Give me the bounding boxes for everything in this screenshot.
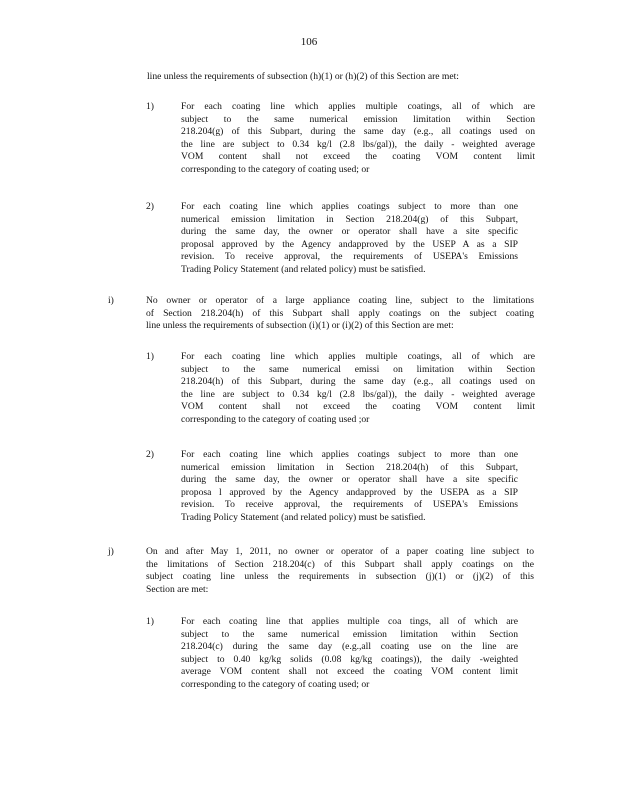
- list-marker: 1): [146, 616, 154, 627]
- subsection-i1: [181, 351, 535, 427]
- paragraph-line: subject to the same numerical emission limitation within Section: [181, 628, 518, 640]
- paragraph-line: subject to 0.40 kg/kg solids (0.08 kg/kg coatings)), the daily -weighted: [181, 653, 518, 665]
- paragraph-line: proposal approved by the Agency andapproved by the USEP A as a SIP: [181, 238, 518, 250]
- page-number: 106: [300, 36, 318, 48]
- paragraph-line: VOM content shall not exceed the coating VOM content limit: [181, 401, 535, 413]
- section-marker: i): [108, 295, 114, 306]
- paragraph-line: the line are subject to 0.34 kg/l (2.8 lbs/gal)), the daily - weighted average: [181, 388, 535, 400]
- paragraph-line: of Section 218.204(h) of this Subpart shall apply coatings on the subject coating: [146, 307, 534, 319]
- paragraph-line: the line are subject to 0.34 kg/l (2.8 lbs/gal)), the daily - weighted average: [181, 138, 535, 150]
- list-marker: 2): [146, 201, 154, 212]
- paragraph-line: For each coating line which applies coatings subject to more than one: [181, 201, 518, 212]
- paragraph-line: corresponding to the category of coating used; or: [181, 163, 370, 175]
- subsection-h2: [181, 201, 518, 277]
- list-marker: 2): [146, 449, 154, 460]
- paragraph-line: the limitations of Section 218.204(c) of this Subpart shall apply coatings on the: [146, 558, 534, 570]
- paragraph-line: line unless the requirements of subsection (i)(1) or (i)(2) of this Section are met:: [146, 320, 454, 332]
- continuation-paragraph: [147, 71, 533, 84]
- paragraph-line: Trading Policy Statement (and related policy) must be satisfied.: [181, 263, 426, 275]
- paragraph-line: For each coating line which applies multiple coatings, all of which are: [181, 351, 535, 362]
- paragraph-line: Trading Policy Statement (and related policy) must be satisfied.: [181, 511, 426, 523]
- paragraph-line: subject to the same numerical emission limitation within Section: [181, 113, 535, 125]
- paragraph-line: No owner or operator of a large appliance coating line, subject to the limitations: [146, 295, 534, 306]
- paragraph-line: 218.204(c) during the same day (e.g.,all coating use on the line are: [181, 641, 518, 653]
- section-j-paragraph: [146, 546, 534, 596]
- paragraph-line: Section are met:: [146, 583, 209, 595]
- paragraph-line: numerical emission limitation in Section 218.204(g) of this Subpart,: [181, 213, 518, 225]
- paragraph-line: For each coating line which applies multiple coatings, all of which are: [181, 101, 535, 112]
- paragraph-line: during the same day, the owner or operator shall have a site specific: [181, 474, 518, 486]
- paragraph-line: corresponding to the category of coating used ;or: [181, 413, 370, 425]
- paragraph-line: On and after May 1, 2011, no owner or operator of a paper coating line subject to: [146, 546, 534, 557]
- paragraph-line: revision. To receive approval, the requirements of USEPA's Emissions: [181, 251, 518, 263]
- paragraph-line: 218.204(g) of this Subpart, during the same day (e.g., all coatings used on: [181, 126, 535, 138]
- paragraph-line: numerical emission limitation in Section 218.204(h) of this Subpart,: [181, 461, 518, 473]
- subsection-h1: [181, 101, 535, 177]
- section-marker: j): [108, 546, 114, 557]
- paragraph-line: average VOM content shall not exceed the coating VOM content limit: [181, 666, 518, 678]
- paragraph-line: corresponding to the category of coating used; or: [181, 678, 370, 690]
- paragraph-line: during the same day, the owner or operator shall have a site specific: [181, 226, 518, 238]
- paragraph-line: line unless the requirements of subsection (h)(1) or (h)(2) of this Section are met:: [147, 71, 459, 82]
- subsection-i2: [181, 449, 518, 525]
- list-marker: 1): [146, 101, 154, 112]
- list-marker: 1): [146, 351, 154, 362]
- paragraph-line: proposa l approved by the Agency andapproved by the USEPA as a SIP: [181, 486, 518, 498]
- paragraph-line: revision. To receive approval, the requirements of USEPA's Emissions: [181, 499, 518, 511]
- paragraph-line: For each coating line which applies coatings subject to more than one: [181, 449, 518, 460]
- subsection-j1: [181, 616, 518, 692]
- paragraph-line: 218.204(h) of this Subpart, during the same day (e.g., all coatings used on: [181, 376, 535, 388]
- section-i-paragraph: [146, 295, 534, 333]
- paragraph-line: For each coating line that applies multiple coa tings, all of which are: [181, 616, 518, 627]
- paragraph-line: VOM content shall not exceed the coating VOM content limit: [181, 151, 535, 163]
- paragraph-line: subject coating line unless the requirements in subsection (j)(1) or (j)(2) of this: [146, 571, 534, 583]
- paragraph-line: subject to the same numerical emissi on limitation within Section: [181, 363, 535, 375]
